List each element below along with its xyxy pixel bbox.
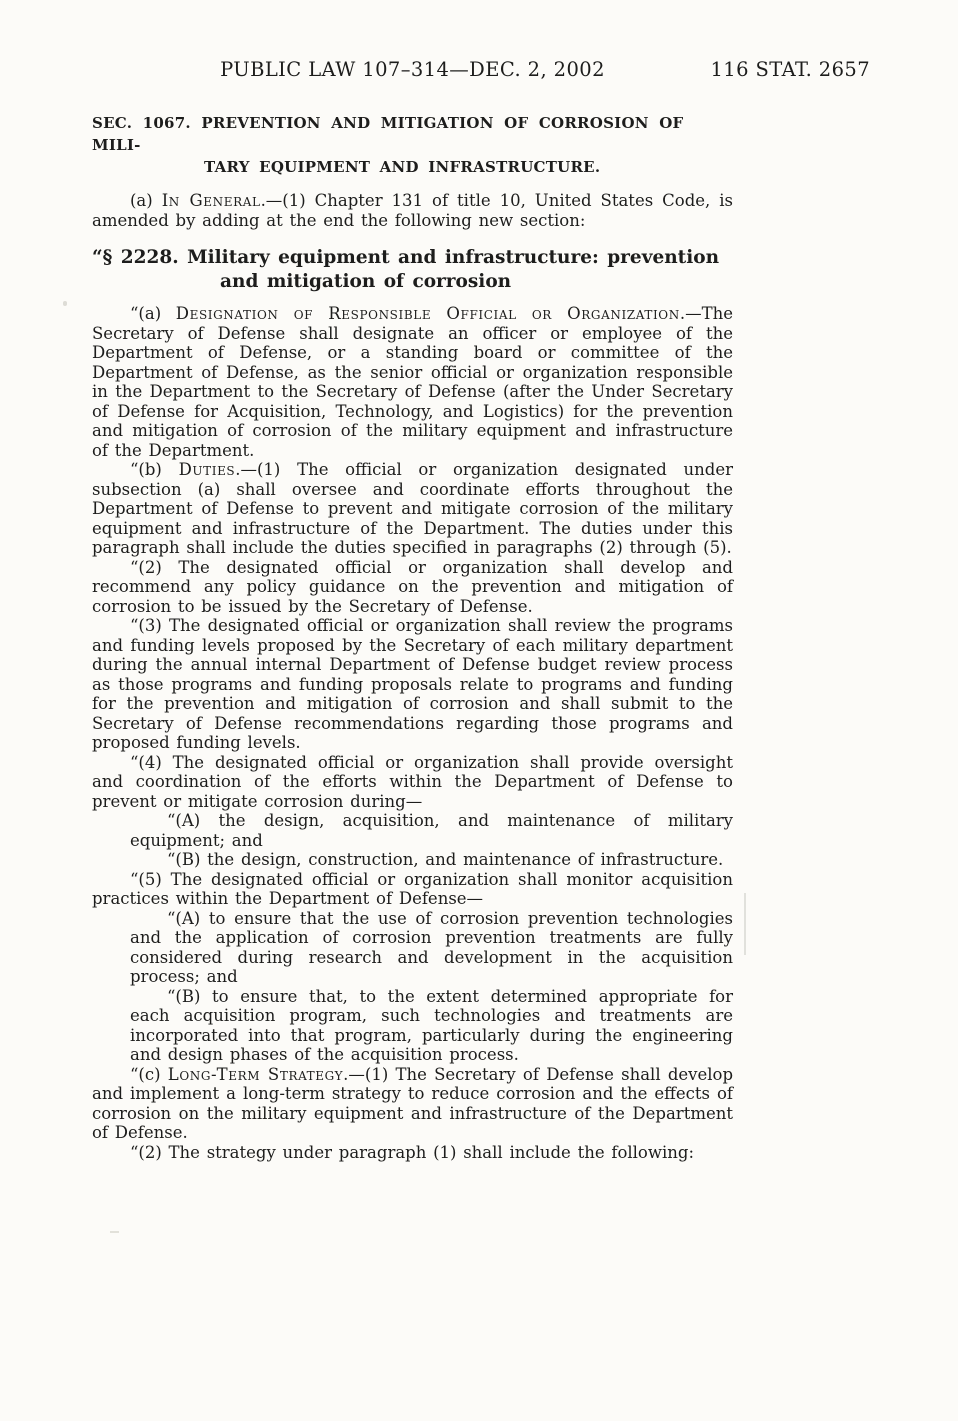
small-caps-run: Duties xyxy=(178,460,236,479)
usc-section-heading xyxy=(92,246,733,294)
text-run: .—(1) Chapter 131 of title 10, United States Code, is amended by adding at the end the following new section: xyxy=(92,191,733,230)
running-head xyxy=(92,58,870,84)
small-caps-run: In General xyxy=(161,191,261,210)
small-caps-run: Long-Term Strategy xyxy=(167,1064,344,1084)
text-run: “(c) xyxy=(130,1064,168,1084)
section-heading xyxy=(92,112,733,178)
intro-paragraph xyxy=(92,191,733,230)
amendment-intro xyxy=(92,191,733,230)
section-heading-line1: SEC. 1067. PREVENTION AND MITIGATION OF CORROSION OF MILI- xyxy=(92,114,684,154)
scan-artifact-line xyxy=(744,893,746,955)
scan-artifact-speck xyxy=(110,1231,119,1233)
text-run: “(4) The designated official or organization shall provide oversight and coordination of the efforts within the Department of Defense to prevent or mitigate corrosion during— xyxy=(92,752,733,811)
text-run: “(b) xyxy=(130,460,179,479)
statute-paragraph xyxy=(92,1143,733,1163)
text-run: “(3) The designated official or organization shall review the programs and funding levels proposed by the Secretary of each military department during the annual internal Department of Defense budget review process as those programs and funding proposals relate to programs and funding for the prevention and mitigation of corrosion and shall submit to the Secretary of Defense recommendations regarding those programs and proposed funding levels. xyxy=(92,616,733,752)
public-law-title: PUBLIC LAW 107–314—DEC. 2, 2002 xyxy=(220,58,605,81)
statute-subparagraph xyxy=(130,850,733,870)
text-run: .—(1) The official or organization designated under subsection (a) shall oversee and coordinate efforts throughout the Department of Defense to prevent and mitigate corrosion of the military equipment and infrastructure of the Department. The duties under this paragraph shall include the duties specified in paragraphs (2) through (5). xyxy=(92,460,733,557)
statute-subparagraph xyxy=(130,811,733,850)
text-run: “(B) the design, construction, and maintenance of infrastructure. xyxy=(167,850,724,869)
statute-paragraph xyxy=(92,870,733,909)
statute-subparagraph xyxy=(130,987,733,1065)
statute-text xyxy=(92,304,733,1162)
text-run: .—(1) The Secretary of Defense shall develop and implement a long-term strategy to reduce corrosion and the effects of corrosion on the military equipment and infrastructure of the Department of Defense. xyxy=(92,1064,734,1142)
text-run: (a) xyxy=(130,191,162,210)
text-run: “(2) The strategy under paragraph (1) shall include the following: xyxy=(130,1142,695,1162)
statute-paragraph xyxy=(92,460,733,558)
statute-column xyxy=(92,112,733,1162)
statute-paragraph xyxy=(92,304,733,460)
usc-heading-line2: and mitigation of corrosion xyxy=(220,271,512,292)
statute-paragraph xyxy=(92,753,733,812)
statute-paragraph xyxy=(92,1065,733,1143)
scan-artifact-dot xyxy=(63,301,67,306)
section-heading-line2: TARY EQUIPMENT AND INFRASTRUCTURE. xyxy=(204,158,601,176)
text-run: “(2) The designated official or organization shall develop and recommend any policy guidance on the prevention and mitigation of corrosion to be issued by the Secretary of Defense. xyxy=(92,557,733,616)
text-run: .—The Secretary of Defense shall designate an officer or employee of the Department of Defense, or a standing board or committee of the Department of Defense, as the senior official or organization responsible in the Department to the Secretary of Defense (after the Under Secretary of Defense for Acquisition, Technology, and Logistics) for the prevention and mitigation of corrosion of the military equipment and infrastructure of the Department. xyxy=(92,304,733,460)
statute-paragraph xyxy=(92,616,733,753)
usc-heading-line1: “§ 2228. Military equipment and infrastructure: prevention xyxy=(92,247,720,268)
statute-subparagraph xyxy=(130,909,733,987)
small-caps-run: Designation of Responsible Official or Organization xyxy=(175,304,680,323)
text-run: “(5) The designated official or organization shall monitor acquisition practices within the Department of Defense— xyxy=(92,869,733,908)
statute-paragraph xyxy=(92,558,733,617)
text-run: “(a) xyxy=(130,304,176,323)
text-run: “(B) to ensure that, to the extent determined appropriate for each acquisition program, such technologies and treatments are incorporated into that program, particularly during the engineering and design phases of the acquisition process. xyxy=(130,986,733,1064)
stat-page-number: 116 STAT. 2657 xyxy=(710,58,870,81)
text-run: “(A) to ensure that the use of corrosion prevention technologies and the application of corrosion prevention treatments are fully considered during research and development in the acquisition process; and xyxy=(130,908,733,986)
text-run: “(A) the design, acquisition, and maintenance of military equipment; and xyxy=(130,811,733,850)
